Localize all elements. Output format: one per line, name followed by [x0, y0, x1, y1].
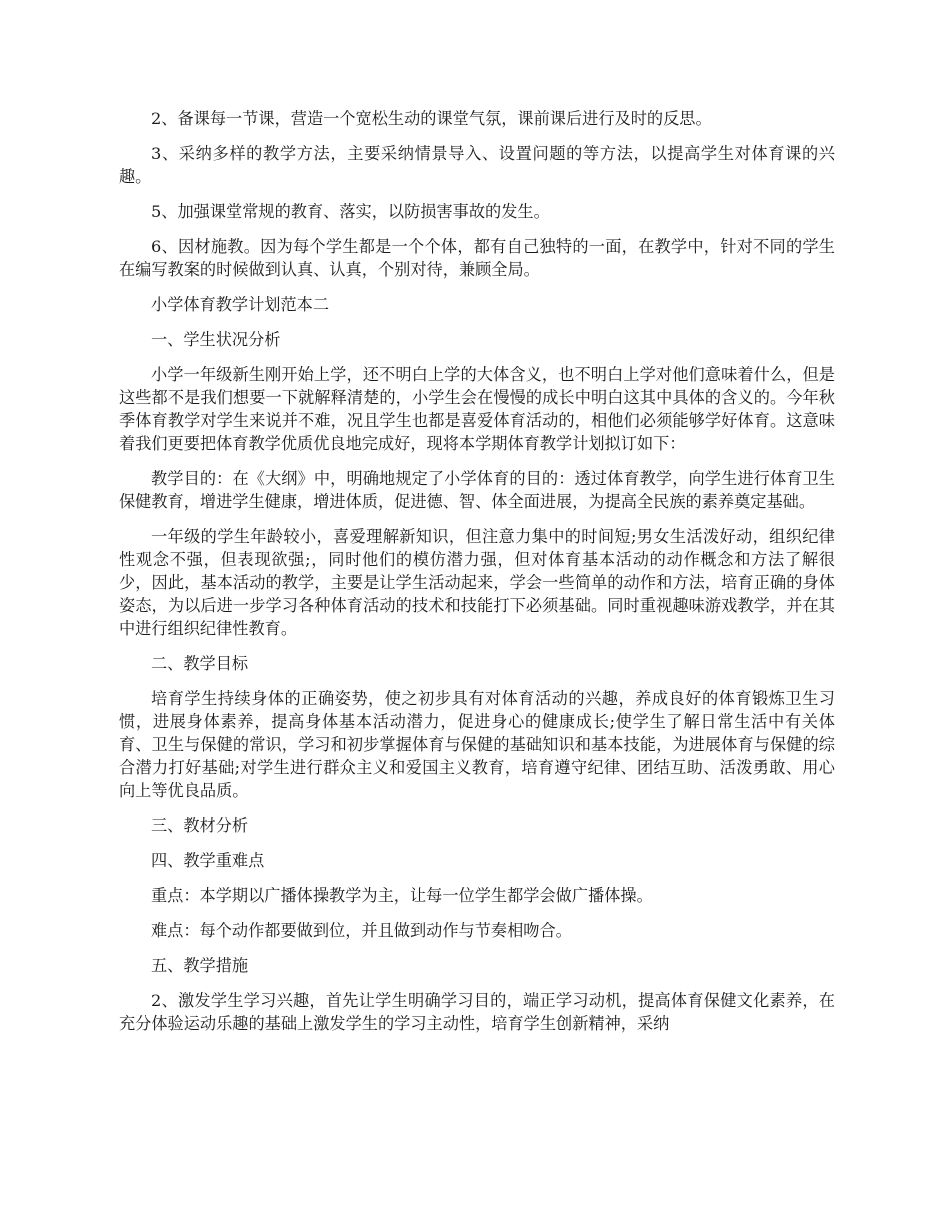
heading-key-difficult-points: 四、教学重难点 — [151, 851, 265, 870]
paragraph-item-2-prepare-lessons: 2、备课每一节课，营造一个宽松生动的课堂气氛，课前课后进行及时的反思。 — [151, 109, 712, 128]
section-title-sample-two: 小学体育教学计划范本二 — [151, 295, 330, 314]
paragraph-grade-one-characteristics: 一年级的学生年龄较小，喜爱理解新知识，但注意力集中的时间短;男女生活泼好动，组织纪律性观念不强，但表现欲强;，同时他们的模仿潜力强，但对体育基本活动的动作概念和方法了解很少，因此，基本活动的教学，主要是让学生活动起来，学会一些简单的动作和方法，培育正确的身体姿态，为以后进一步学习各种体育活动的技术和技能打下必须基础。同时重视趣味游戏教学，并在其中进行组织纪律性教育。 — [119, 527, 835, 638]
heading-material-analysis: 三、教材分析 — [151, 816, 249, 835]
heading-teaching-measures: 五、教学措施 — [151, 956, 249, 975]
paragraph-teaching-goals: 培育学生持续身体的正确姿势，使之初步具有对体育活动的兴趣，养成良好的体育锻炼卫生习惯，进展身体素养，提高身体基本活动潜力，促进身心的健康成长;使学生了解日常生活中有关体育、卫生与保健的常识，学习和初步掌握体育与保健的基础知识和基本技能，为进展体育与保健的综合潜力打好基础;对学生进行群众主义和爱国主义教育，培育遵守纪律、团结互助、活泼勇敢、用心向上等优良品质。 — [119, 689, 835, 800]
paragraph-difficult-point: 难点：每个动作都要做到位，并且做到动作与节奏相吻合。 — [151, 921, 572, 940]
document-body — [119, 107, 835, 1047]
paragraph-teaching-purpose: 教学目的：在《大纲》中，明确地规定了小学体育的目的：透过体育教学，向学生进行体育卫生保健教育，增进学生健康，增进体质，促进德、智、体全面进展，为提高全民族的素养奠定基础。 — [119, 469, 835, 511]
paragraph-measure-2-interest: 2、激发学生学习兴趣，首先让学生明确学习目的，端正学习动机，提高体育保健文化素养，在充分体验运动乐趣的基础上激发学生的学习主动性，培育学生创新精神，采纳 — [119, 991, 835, 1033]
paragraph-student-analysis: 小学一年级新生刚开始上学，还不明白上学的大体含义，也不明白上学对他们意味着什么，但是这些都不是我们想要一下就解释清楚的，小学生会在慢慢的成长中明白这其中具体的含义的。今年秋季体育教学对学生来说并不难，况且学生也都是喜爱体育活动的，相他们必须能够学好体育。这意味着我们更要把体育教学优质优良地完成好，现将本学期体育教学计划拟订如下： — [119, 365, 835, 453]
heading-teaching-goals: 二、教学目标 — [151, 654, 249, 673]
paragraph-key-point: 重点：本学期以广播体操教学为主，让每一位学生都学会做广播体操。 — [151, 886, 653, 905]
paragraph-item-5-classroom-routine: 5、加强课堂常规的教育、落实，以防损害事故的发生。 — [151, 202, 550, 221]
paragraph-item-3-teaching-methods: 3、采纳多样的教学方法，主要采纳情景导入、设置问题的等方法，以提高学生对体育课的兴趣。 — [119, 144, 835, 186]
heading-student-analysis: 一、学生状况分析 — [151, 330, 281, 349]
paragraph-item-6-individualized: 6、因材施教。因为每个学生都是一个个体，都有自己独特的一面，在教学中，针对不同的学生在编写教案的时候做到认真、认真，个别对待，兼顾全局。 — [119, 237, 835, 279]
